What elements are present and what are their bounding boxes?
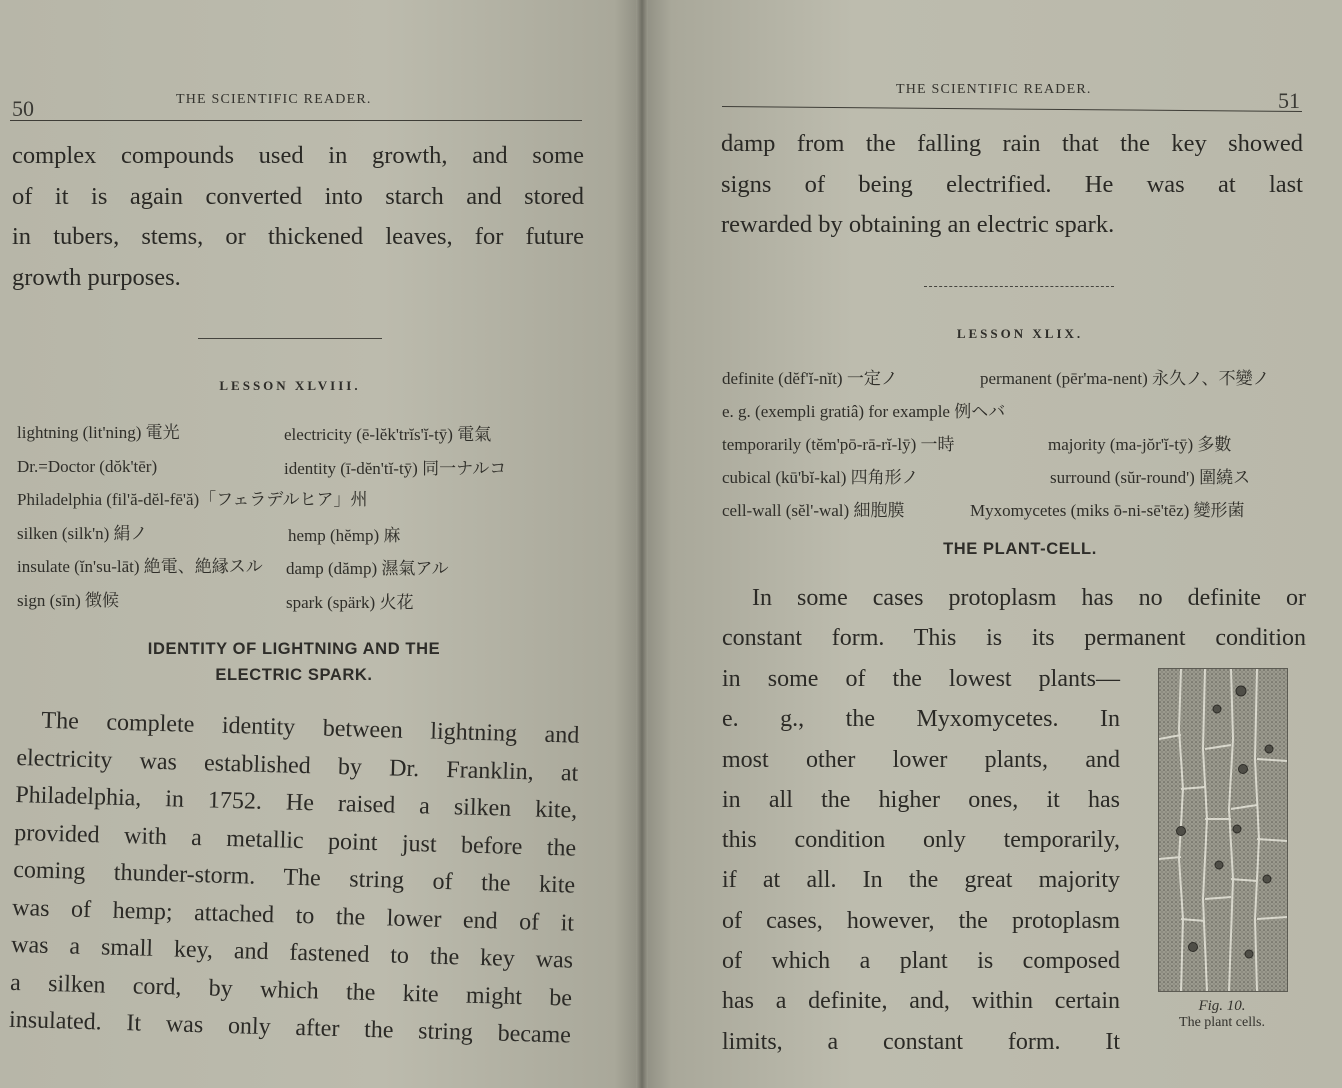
text-line: insulated. It was only after the string became (8, 1006, 572, 1049)
vocab-entry: cell-wall (sĕl'-wal) 細胞膜 (722, 501, 905, 520)
text-line: growth purposes. (12, 263, 181, 291)
vocab-entry: Philadelphia (fil'ă-dĕl-fē'ă)「フェラデルヒア」州 (17, 490, 368, 509)
left-body-paragraph (9, 702, 580, 1055)
text-line: damp from the falling rain that the key showed (721, 130, 1303, 157)
text-line: constant form. This is its permanent condition (722, 625, 1306, 652)
left-lesson-heading: LESSON XLVIII. (219, 378, 361, 393)
text-line: was of hemp; attached to the lower end of it (11, 894, 575, 937)
text-line: The complete identity between lightning and (41, 707, 580, 749)
text-line: e. g., the Myxomycetes. In (722, 706, 1120, 733)
right-body-wrap (722, 659, 1120, 1062)
text-line: in tubers, stems, or thickened leaves, for future (12, 223, 584, 250)
left-opening-paragraph (12, 136, 584, 298)
text-line: most other lower plants, and (722, 746, 1120, 773)
vocab-entry: Myxomycetes (miks ō-ni-sē'tēz) 變形菌 (970, 501, 1245, 520)
text-line: in all the higher ones, it has (722, 786, 1120, 813)
figure-caption (1158, 998, 1286, 1031)
text-line: of which a plant is composed (722, 948, 1120, 975)
vocab-spacer (284, 485, 506, 519)
text-line: in some of the lowest plants— (722, 666, 1120, 692)
text-line: Philadelphia, in 1752. He raised a silken kite, (15, 781, 578, 824)
left-header-rule (10, 120, 582, 121)
text-line: complex compounds used in growth, and some (12, 142, 584, 169)
vocab-entry: surround (sŭr-round') 圍繞ス (1050, 468, 1251, 487)
vocab-row (722, 494, 1312, 527)
text-line: rewarded by obtaining an electric spark. (721, 211, 1115, 238)
text-line: electricity was established by Dr. Franklin, at (16, 744, 579, 787)
text-line: this condition only temporarily, (722, 827, 1120, 854)
vocab-entry: cubical (kū'bĭ-kal) 四角形ノ (722, 468, 919, 487)
vocab-row (722, 362, 1312, 395)
text-line: has a definite, and, within certain (722, 988, 1120, 1015)
vocab-entry: identity (ī-dĕn'tĭ-tȳ) 同一ナルコ (284, 458, 507, 478)
text-line: limits, a constant form. It (722, 1028, 1120, 1055)
right-section-title: THE PLANT-CELL. (943, 540, 1097, 558)
text-line: was a small key, and fastened to the key was (10, 931, 574, 974)
vocab-row (722, 428, 1312, 461)
right-lesson-heading: LESSON XLIX. (956, 326, 1084, 341)
right-body-paragraph (722, 578, 1306, 659)
vocab-entry: electricity (ē-lĕk'trĭs'ĭ-tȳ) 電氣 (284, 425, 492, 444)
vocab-row (722, 461, 1312, 494)
right-opening-paragraph (721, 124, 1303, 246)
title-line: ELECTRIC SPARK. (215, 666, 373, 684)
vocab-entry: silken (silk'n) 絹ノ (17, 523, 148, 543)
vocab-row (722, 395, 1312, 428)
right-page-number: 51 (1278, 88, 1300, 113)
plant-cells-illustration (1159, 669, 1287, 991)
plant-cells-figure (1158, 668, 1288, 992)
vocab-entry: hemp (hĕmp) 麻 (288, 525, 401, 545)
vocab-entry: majority (ma-jŏr'ĭ-tȳ) 多數 (1048, 435, 1232, 454)
vocab-entry: spark (spärk) 火花 (286, 592, 414, 612)
figure-label: Fig. 10. (1198, 998, 1246, 1014)
right-running-head: THE SCIENTIFIC READER. (896, 82, 1092, 97)
vocab-entry: temporarily (tĕm'pō-rā-rĭ-lȳ) 一時 (722, 435, 955, 454)
figure-caption-text: The plant cells. (1179, 1015, 1265, 1030)
vocab-entry: Dr.=Doctor (dŏk'tēr) (17, 456, 158, 476)
text-line: signs of being electrified. He was at last (721, 170, 1303, 198)
text-line: of it is again converted into starch and stored (12, 182, 584, 210)
text-line: a silken cord, by which the kite might be (9, 969, 573, 1012)
left-section-separator (198, 338, 382, 339)
title-line: IDENTITY OF LIGHTNING AND THE (147, 640, 441, 658)
left-running-head: THE SCIENTIFIC READER. (176, 92, 372, 107)
book-gutter (636, 0, 648, 1088)
right-vocab-table (722, 362, 1312, 527)
left-vocab-column-2 (284, 418, 506, 619)
vocab-entry: e. g. (exempli gratiâ) for example 例ヘバ (722, 402, 1006, 421)
vocab-entry: lightning (lit'ning) 電光 (17, 423, 180, 442)
vocab-entry: insulate (ĭn'su-lāt) 絶電、絶縁スル (17, 557, 263, 576)
vocab-entry: definite (dĕf'ĭ-nĭt) 一定ノ (722, 369, 898, 388)
text-line: In some cases protoplasm has no definite or (752, 585, 1306, 611)
left-section-title (0, 636, 588, 688)
text-line: if at all. In the great majority (722, 867, 1120, 894)
left-page-number: 50 (12, 96, 34, 121)
text-line: provided with a metallic point just before the (13, 819, 577, 862)
vocab-entry: sign (sīn) 徴候 (17, 590, 119, 610)
vocab-entry: permanent (pēr'ma-nent) 永久ノ、不變ノ (980, 369, 1270, 388)
text-line: coming thunder-storm. The string of the kite (12, 856, 576, 899)
right-section-separator (924, 286, 1114, 287)
vocab-entry: damp (dămp) 濕氣アル (286, 559, 449, 578)
text-line: of cases, however, the protoplasm (722, 907, 1120, 934)
